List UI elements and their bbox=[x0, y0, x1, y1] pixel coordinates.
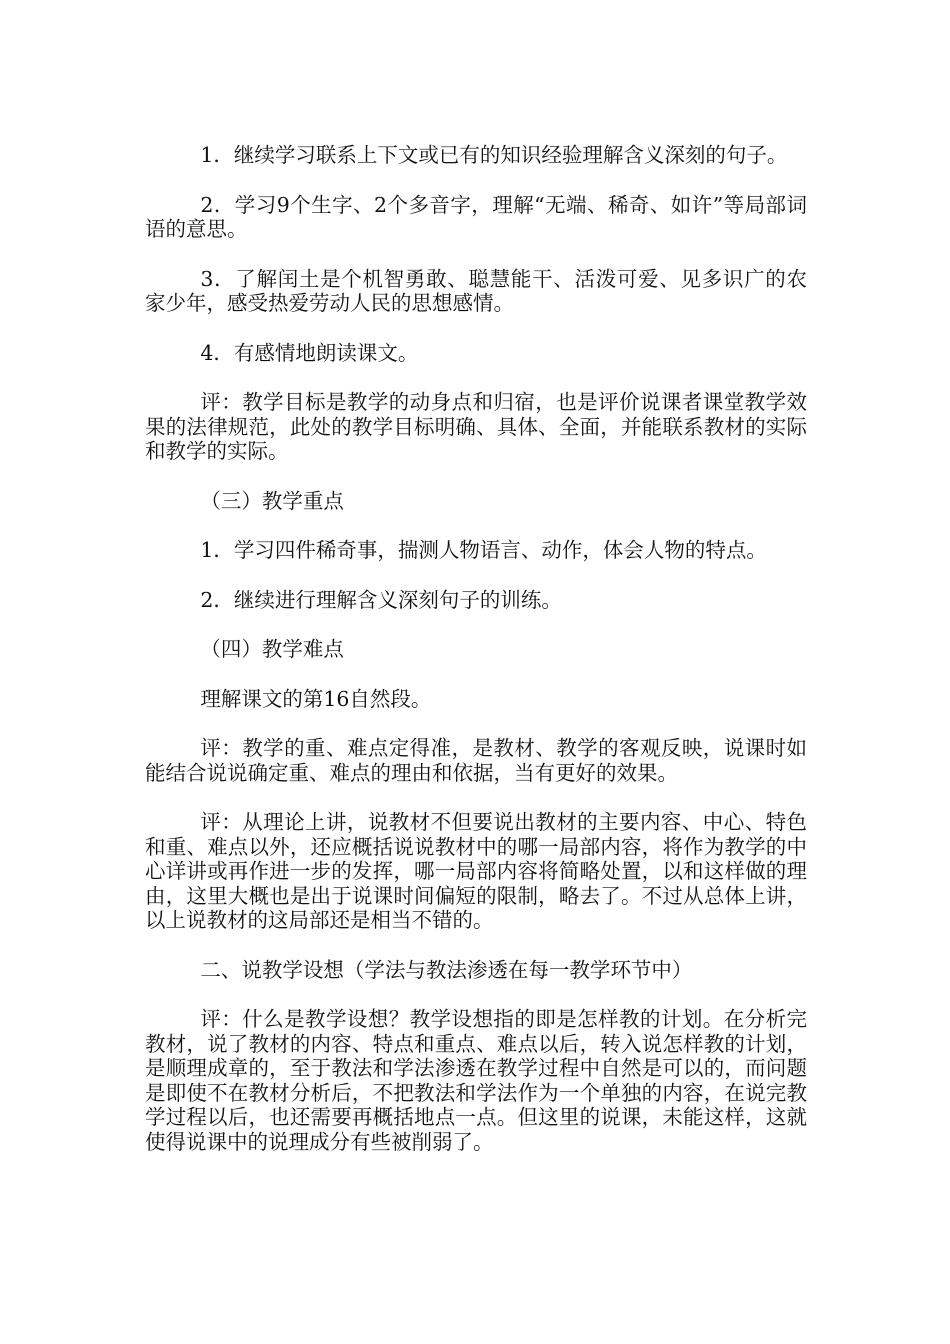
section-heading-key-points: （三）教学重点 bbox=[200, 488, 344, 513]
comment-theory: 评：从理论上讲，说教材不但要说出教材的主要内容、中心、特色和重、难点以外，还应概括说说教材中的哪一局部内容，将作为教学的中心详讲或再作进一步的发挥，哪一局部内容将简略处置，以和这样做的理由，这里大概也是出于说课时间偏短的限制，略去了。不过从总体上讲，以上说教材的这局部还是相当不错的。 bbox=[145, 810, 807, 932]
key-point-1: 1．学习四件稀奇事，揣测人物语言、动作，体会人物的特点。 bbox=[200, 538, 767, 562]
comment-objectives: 评：教学目标是教学的动身点和归宿，也是评价说课者课堂教学效果的法律规范，此处的教学目标明确、具体、全面，并能联系教材的实际和教学的实际。 bbox=[145, 390, 807, 463]
comment-teaching-plan: 评：什么是教学设想？教学设想指的即是怎样教的计划。在分析完教材，说了教材的内容、特点和重点、难点以后，转入说怎样教的计划，是顺理成章的，至于教法和学法渗透在教学过程中自然是可以的，而问题是即使不在教材分析后，不把教法和学法作为一个单独的内容，在说完教学过程以后，也还需要再概括地点一点。但这里的说课，未能这样，这就使得说课中的说理成分有些被削弱了。 bbox=[145, 1007, 807, 1154]
key-point-2: 2．继续进行理解含义深刻句子的训练。 bbox=[200, 587, 562, 612]
objective-3: 3．了解闰土是个机智勇敢、聪慧能干、活泼可爱、见多识广的农家少年，感受热爱劳动人民的思想感情。 bbox=[145, 266, 807, 315]
objective-1: 1．继续学习联系上下文或已有的知识经验理解含义深刻的句子。 bbox=[200, 143, 788, 167]
section-heading-teaching-plan: 二、说教学设想（学法与教法渗透在每一教学环节中） bbox=[200, 957, 693, 982]
objective-4: 4．有感情地朗读课文。 bbox=[200, 340, 419, 365]
document-body bbox=[145, 143, 807, 1179]
section-heading-difficulties: （四）教学难点 bbox=[200, 637, 344, 661]
comment-key-points: 评：教学的重、难点定得准，是教材、教学的客观反映，说课时如能结合说说确定重、难点的理由和依据，当有更好的效果。 bbox=[145, 736, 807, 785]
objective-2: 2．学习9个生字、2个多音字，理解“无端、稀奇、如许”等局部词语的意思。 bbox=[145, 192, 807, 241]
difficulty-1: 理解课文的第16自然段。 bbox=[200, 686, 432, 711]
